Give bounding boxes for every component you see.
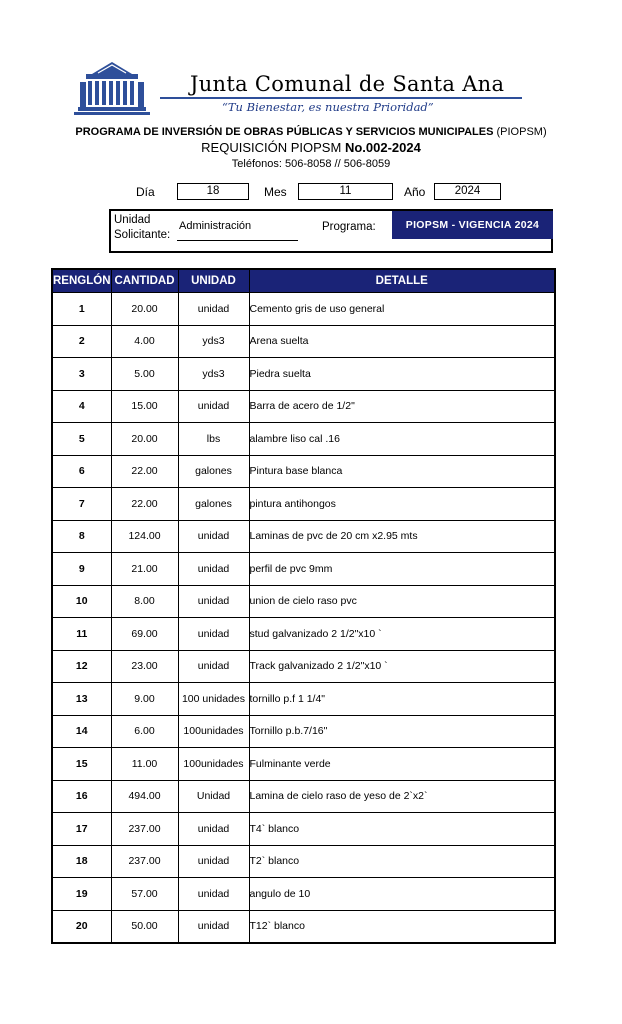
unit-cell: unidad — [178, 845, 249, 878]
detail-cell: union de cielo raso pvc — [249, 585, 555, 618]
unit-cell: yds3 — [178, 358, 249, 391]
building-logo-icon — [72, 60, 152, 116]
table-row — [52, 390, 555, 423]
table-row — [52, 683, 555, 716]
requesting-unit-underline — [177, 240, 298, 241]
quantity-cell: 15.00 — [111, 390, 178, 423]
row-number-cell: 4 — [52, 390, 111, 423]
row-number-cell: 20 — [52, 910, 111, 943]
row-number-cell: 9 — [52, 553, 111, 586]
detail-cell: T2` blanco — [249, 845, 555, 878]
column-header-row-number: RENGLÓN — [52, 269, 111, 293]
month-label: Mes — [264, 185, 287, 199]
detail-cell: Lamina de cielo raso de yeso de 2`x2` — [249, 780, 555, 813]
unit-cell: unidad — [178, 520, 249, 553]
date-row — [0, 183, 622, 201]
table-row — [52, 553, 555, 586]
unit-cell: Unidad — [178, 780, 249, 813]
detail-cell: Arena suelta — [249, 325, 555, 358]
quantity-cell: 21.00 — [111, 553, 178, 586]
quantity-cell: 11.00 — [111, 748, 178, 781]
quantity-cell: 237.00 — [111, 845, 178, 878]
quantity-cell: 20.00 — [111, 423, 178, 456]
unit-cell: lbs — [178, 423, 249, 456]
quantity-cell: 124.00 — [111, 520, 178, 553]
requisition-title — [0, 140, 622, 155]
table-header-row — [52, 269, 555, 293]
month-field[interactable]: 11 — [298, 183, 393, 200]
program-abbreviation: (PIOPSM) — [496, 126, 547, 138]
column-header-detail: DETALLE — [249, 269, 555, 293]
program-label: Programa: — [322, 221, 376, 233]
row-number-cell: 14 — [52, 715, 111, 748]
year-label: Año — [404, 185, 426, 199]
year-field[interactable]: 2024 — [434, 183, 501, 200]
detail-cell: pintura antihongos — [249, 488, 555, 521]
table-row — [52, 455, 555, 488]
detail-cell: T4` blanco — [249, 813, 555, 846]
quantity-cell: 8.00 — [111, 585, 178, 618]
row-number-cell: 11 — [52, 618, 111, 651]
detail-cell: stud galvanizado 2 1/2"x10 ` — [249, 618, 555, 651]
table-row — [52, 878, 555, 911]
column-header-quantity: CANTIDAD — [111, 269, 178, 293]
row-number-cell: 1 — [52, 293, 111, 326]
unit-cell: 100unidades — [178, 748, 249, 781]
unit-cell: unidad — [178, 618, 249, 651]
row-number-cell: 17 — [52, 813, 111, 846]
detail-cell: perfil de pvc 9mm — [249, 553, 555, 586]
table-row — [52, 520, 555, 553]
table-row — [52, 650, 555, 683]
unit-cell: yds3 — [178, 325, 249, 358]
unit-cell: unidad — [178, 813, 249, 846]
header-divider — [160, 97, 522, 99]
quantity-cell: 50.00 — [111, 910, 178, 943]
requesting-unit-label-line1: Unidad — [114, 214, 151, 226]
requesting-unit-label-line2: Solicitante: — [114, 229, 171, 241]
requisition-label: REQUISICIÓN PIOPSM — [201, 140, 342, 155]
detail-cell: Fulminante verde — [249, 748, 555, 781]
table-row — [52, 423, 555, 456]
items-table — [51, 268, 556, 944]
program-value: PIOPSM - VIGENCIA 2024 — [392, 211, 553, 239]
requisition-number: No.002-2024 — [344, 140, 421, 155]
quantity-cell: 22.00 — [111, 455, 178, 488]
quantity-cell: 20.00 — [111, 293, 178, 326]
table-row — [52, 618, 555, 651]
day-field[interactable]: 18 — [177, 183, 249, 200]
detail-cell: Pintura base blanca — [249, 455, 555, 488]
unit-cell: 100unidades — [178, 715, 249, 748]
row-number-cell: 6 — [52, 455, 111, 488]
table-row — [52, 325, 555, 358]
row-number-cell: 19 — [52, 878, 111, 911]
table-row — [52, 748, 555, 781]
unit-cell: unidad — [178, 910, 249, 943]
unit-cell: unidad — [178, 878, 249, 911]
unit-cell: galones — [178, 488, 249, 521]
unit-cell: unidad — [178, 390, 249, 423]
program-title — [0, 126, 622, 138]
row-number-cell: 7 — [52, 488, 111, 521]
unit-cell: unidad — [178, 585, 249, 618]
row-number-cell: 2 — [52, 325, 111, 358]
quantity-cell: 57.00 — [111, 878, 178, 911]
detail-cell: angulo de 10 — [249, 878, 555, 911]
table-row — [52, 845, 555, 878]
quantity-cell: 9.00 — [111, 683, 178, 716]
row-number-cell: 10 — [52, 585, 111, 618]
detail-cell: Piedra suelta — [249, 358, 555, 391]
day-label: Día — [136, 185, 155, 199]
row-number-cell: 5 — [52, 423, 111, 456]
quantity-cell: 4.00 — [111, 325, 178, 358]
row-number-cell: 3 — [52, 358, 111, 391]
unit-cell: unidad — [178, 650, 249, 683]
table-row — [52, 910, 555, 943]
table-row — [52, 293, 555, 326]
detail-cell: Barra de acero de 1/2" — [249, 390, 555, 423]
requesting-unit-value[interactable]: Administración — [179, 220, 252, 232]
table-body — [52, 293, 555, 944]
detail-cell: T12` blanco — [249, 910, 555, 943]
row-number-cell: 13 — [52, 683, 111, 716]
quantity-cell: 237.00 — [111, 813, 178, 846]
detail-cell: tornillo p.f 1 1/4" — [249, 683, 555, 716]
unit-cell: galones — [178, 455, 249, 488]
detail-cell: Track galvanizado 2 1/2"x10 ` — [249, 650, 555, 683]
organization-name: Junta Comunal de Santa Ana — [190, 72, 505, 96]
phone-numbers: Teléfonos: 506-8058 // 506-8059 — [231, 158, 391, 170]
detail-cell: Tornillo p.b.7/16" — [249, 715, 555, 748]
table-row — [52, 585, 555, 618]
table-row — [52, 488, 555, 521]
row-number-cell: 12 — [52, 650, 111, 683]
unit-cell: 100 unidades — [178, 683, 249, 716]
quantity-cell: 23.00 — [111, 650, 178, 683]
quantity-cell: 494.00 — [111, 780, 178, 813]
row-number-cell: 15 — [52, 748, 111, 781]
program-title-text: PROGRAMA DE INVERSIÓN DE OBRAS PÚBLICAS Y SERVICIOS MUNICIPALES — [75, 126, 494, 138]
detail-cell: Cemento gris de uso general — [249, 293, 555, 326]
table-row — [52, 813, 555, 846]
detail-cell: Laminas de pvc de 20 cm x2.95 mts — [249, 520, 555, 553]
row-number-cell: 16 — [52, 780, 111, 813]
requesting-unit-label — [114, 213, 170, 243]
table-row — [52, 780, 555, 813]
requesting-unit-box — [109, 209, 553, 253]
quantity-cell: 5.00 — [111, 358, 178, 391]
row-number-cell: 8 — [52, 520, 111, 553]
quantity-cell: 69.00 — [111, 618, 178, 651]
row-number-cell: 18 — [52, 845, 111, 878]
detail-cell: alambre liso cal .16 — [249, 423, 555, 456]
table-row — [52, 715, 555, 748]
unit-cell: unidad — [178, 553, 249, 586]
slogan: “Tu Bienestar, es nuestra Prioridad” — [222, 100, 434, 114]
table-row — [52, 358, 555, 391]
quantity-cell: 6.00 — [111, 715, 178, 748]
unit-cell: unidad — [178, 293, 249, 326]
quantity-cell: 22.00 — [111, 488, 178, 521]
column-header-unit: UNIDAD — [178, 269, 249, 293]
